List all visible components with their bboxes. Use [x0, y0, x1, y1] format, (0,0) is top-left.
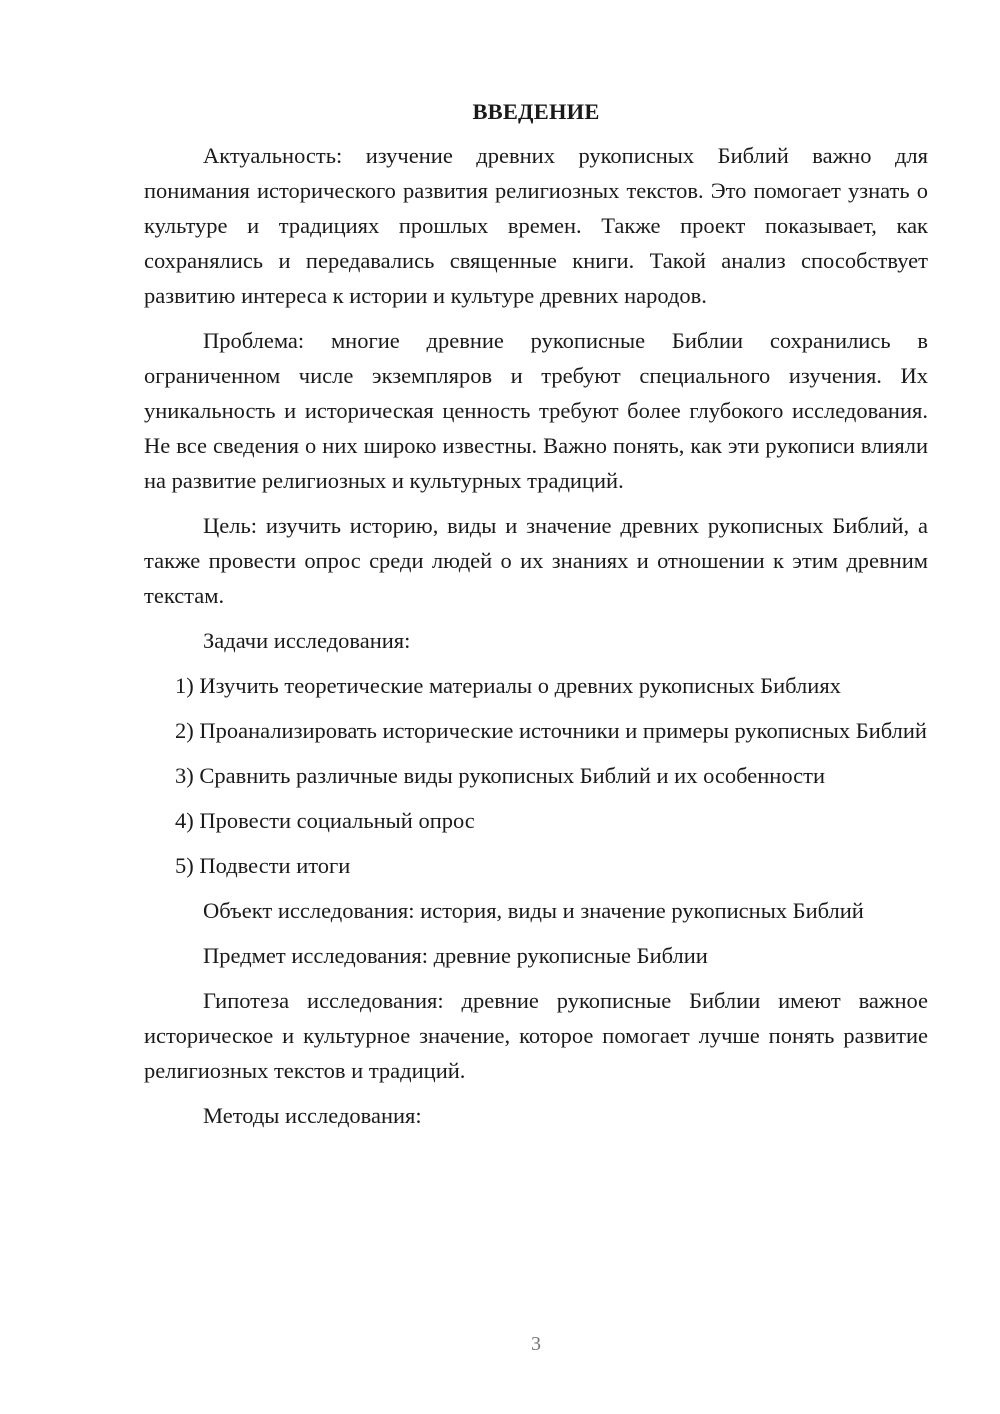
goal-paragraph: Цель: изучить историю, виды и значение древних рукописных Библий, а также провести опрос среди людей о их знаниях и отношении к этим древним текстам. [144, 513, 928, 608]
relevance-paragraph: Актуальность: изучение древних рукописных Библий важно для понимания исторического развития религиозных текстов. Это помогает узнать о культуре и традициях прошлых времен. Также проект показывает, как сохранялись и передавались священные книги. Такой анализ способствует развитию интереса к истории и культуре древних народов. [144, 143, 928, 308]
hypothesis-paragraph: Гипотеза исследования: древние рукописные Библии имеют важное историческое и культурное значение, которое помогает лучше понять развитие религиозных текстов и традиций. [144, 988, 928, 1083]
task-item: 5) Подвести итоги [175, 853, 351, 878]
task-item: 4) Провести социальный опрос [175, 808, 475, 833]
page-number: 3 [531, 1333, 541, 1355]
task-item: 1) Изучить теоретические материалы о древних рукописных Библиях [175, 673, 841, 698]
object-paragraph: Объект исследования: история, виды и значение рукописных Библий [203, 898, 864, 923]
task-item: 2) Проанализировать исторические источники и примеры рукописных Библий [175, 718, 927, 743]
methods-heading: Методы исследования: [203, 1103, 422, 1128]
tasks-heading: Задачи исследования: [203, 628, 411, 653]
document-page [144, 96, 928, 1143]
tasks-list [144, 668, 928, 883]
problem-paragraph: Проблема: многие древние рукописные Библии сохранились в ограниченном числе экземпляров и требуют специального изучения. Их уникальность и историческая ценность требуют более глубокого исследования. Не все сведения о них широко известны. Важно понять, как эти рукописи влияли на развитие религиозных и культурных традиций. [144, 328, 928, 493]
task-item: 3) Сравнить различные виды рукописных Библий и их особенности [175, 763, 826, 788]
subject-paragraph: Предмет исследования: древние рукописные Библии [203, 943, 708, 968]
page-title: ВВЕДЕНИЕ [472, 99, 600, 124]
